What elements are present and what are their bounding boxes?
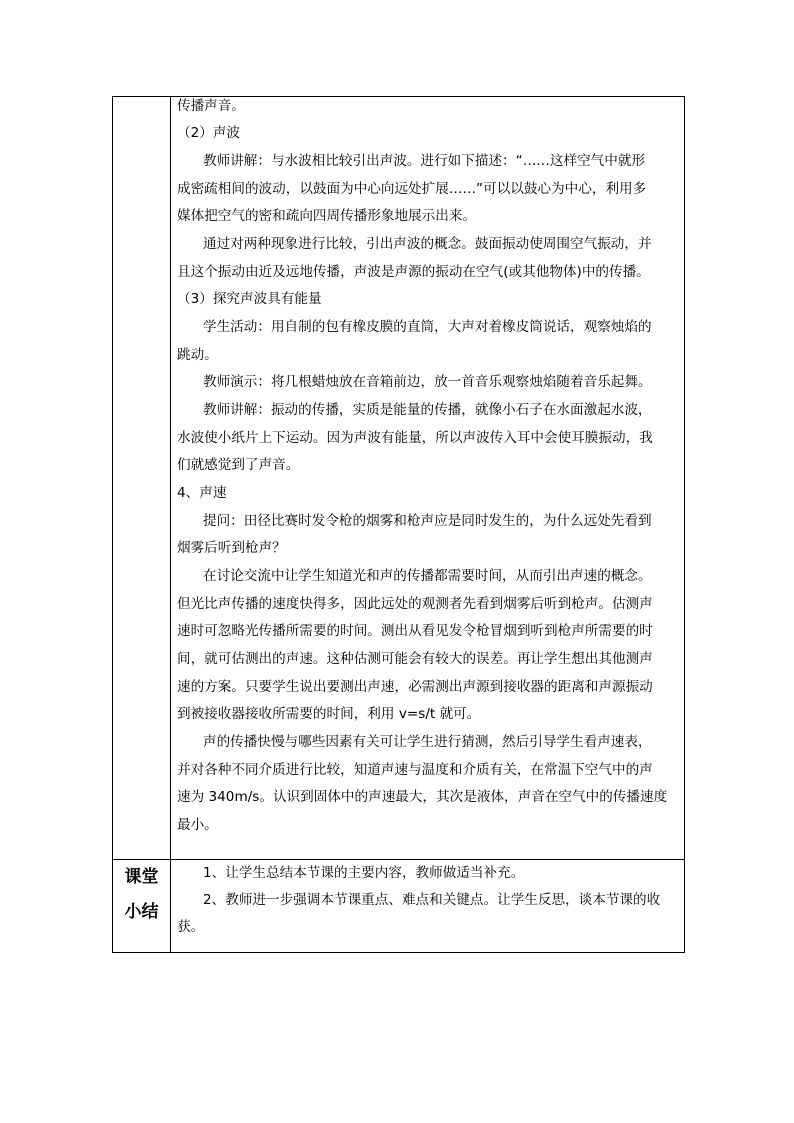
text-line: 最小。: [177, 817, 218, 833]
text-line: 但光比声传播的速度快得多，因此远处的观测者先看到烟雾后听到枪声。估测声: [177, 596, 653, 612]
text-line: 速时可忽略光传播所需要的时间。测出从看见发令枪冒烟到听到枪声所需要的时: [177, 623, 653, 639]
text-line: 提问：田径比赛时发令枪的烟雾和枪声应是同时发生的，为什么远处先看到: [203, 513, 652, 529]
text-line: 们就感觉到了声音。: [177, 457, 300, 473]
content-cell-summary: [171, 860, 684, 952]
row-label-line: 课堂: [124, 867, 159, 887]
text-line: （2）声波: [177, 125, 241, 141]
text-line: 获。: [177, 919, 205, 935]
text-line: 到被接收器接收所需要的时间，利用 v=s/t 就可。: [177, 706, 481, 722]
text-line: 2、教师进一步强调本节课重点、难点和关键点。让学生反思，谈本节课的收: [203, 892, 661, 908]
text-line: 间，就可估测出的声速。这种估测可能会有较大的误差。再让学生想出其他测声: [177, 651, 653, 667]
content-cell-teaching-process: [171, 97, 684, 859]
text-line: 烟雾后听到枪声？: [177, 540, 286, 556]
text-line: 通过对两种现象进行比较，引出声波的概念。鼓面振动使周围空气振动，并: [203, 236, 652, 252]
text-line: 速的方案。只要学生说出要测出声速，必需测出声源到接收器的距离和声源振动: [177, 679, 653, 695]
row-label-summary: [113, 860, 170, 952]
text-line: 声的传播快慢与哪些因素有关可让学生进行猜测，然后引导学生看声速表，: [203, 734, 652, 750]
section-heading: 4、声速: [177, 485, 227, 501]
text-line: 水波使小纸片上下运动。因为声波有能量，所以声波传入耳中会使耳膜振动，我: [177, 430, 653, 446]
lesson-table: [112, 96, 685, 953]
text-line: 并对各种不同介质进行比较，知道声速与温度和介质有关，在常温下空气中的声: [177, 762, 653, 778]
text-line: 教师讲解：与水波相比较引出声波。进行如下描述：“……这样空气中就形: [203, 153, 646, 169]
text-line: 在讨论交流中让学生知道光和声的传播都需要时间，从而引出声速的概念。: [203, 568, 652, 584]
text-line: 跳动。: [177, 347, 218, 363]
text-line: 媒体把空气的密和疏向四周传播形象地展示出来。: [177, 208, 477, 224]
text-line: （3）探究声波具有能量: [177, 291, 322, 307]
text-line: 教师讲解：振动的传播，实质是能量的传播，就像小石子在水面激起水波，: [203, 402, 652, 418]
text-line: 成密疏相间的波动，以鼓面为中心向远处扩展……”可以以鼓心为中心，利用多: [177, 181, 647, 197]
text-line: 1、让学生总结本节课的主要内容，教师做适当补充。: [203, 865, 525, 881]
text-line: 速为 340m/s。认识到固体中的声速最大，其次是液体，声音在空气中的传播速度: [177, 789, 668, 805]
text-line: 传播声音。: [177, 98, 245, 114]
row-label-line: 小结: [124, 902, 159, 922]
text-line: 学生活动：用自制的包有橡皮膜的直筒，大声对着橡皮筒说话，观察烛焰的: [203, 319, 652, 335]
text-line: 且这个振动由近及远地传播，声波是声源的振动在空气(或其他物体)中的传播。: [177, 264, 650, 280]
text-line: 教师演示：将几根蜡烛放在音箱前边，放一首音乐观察烛焰随着音乐起舞。: [203, 374, 652, 390]
